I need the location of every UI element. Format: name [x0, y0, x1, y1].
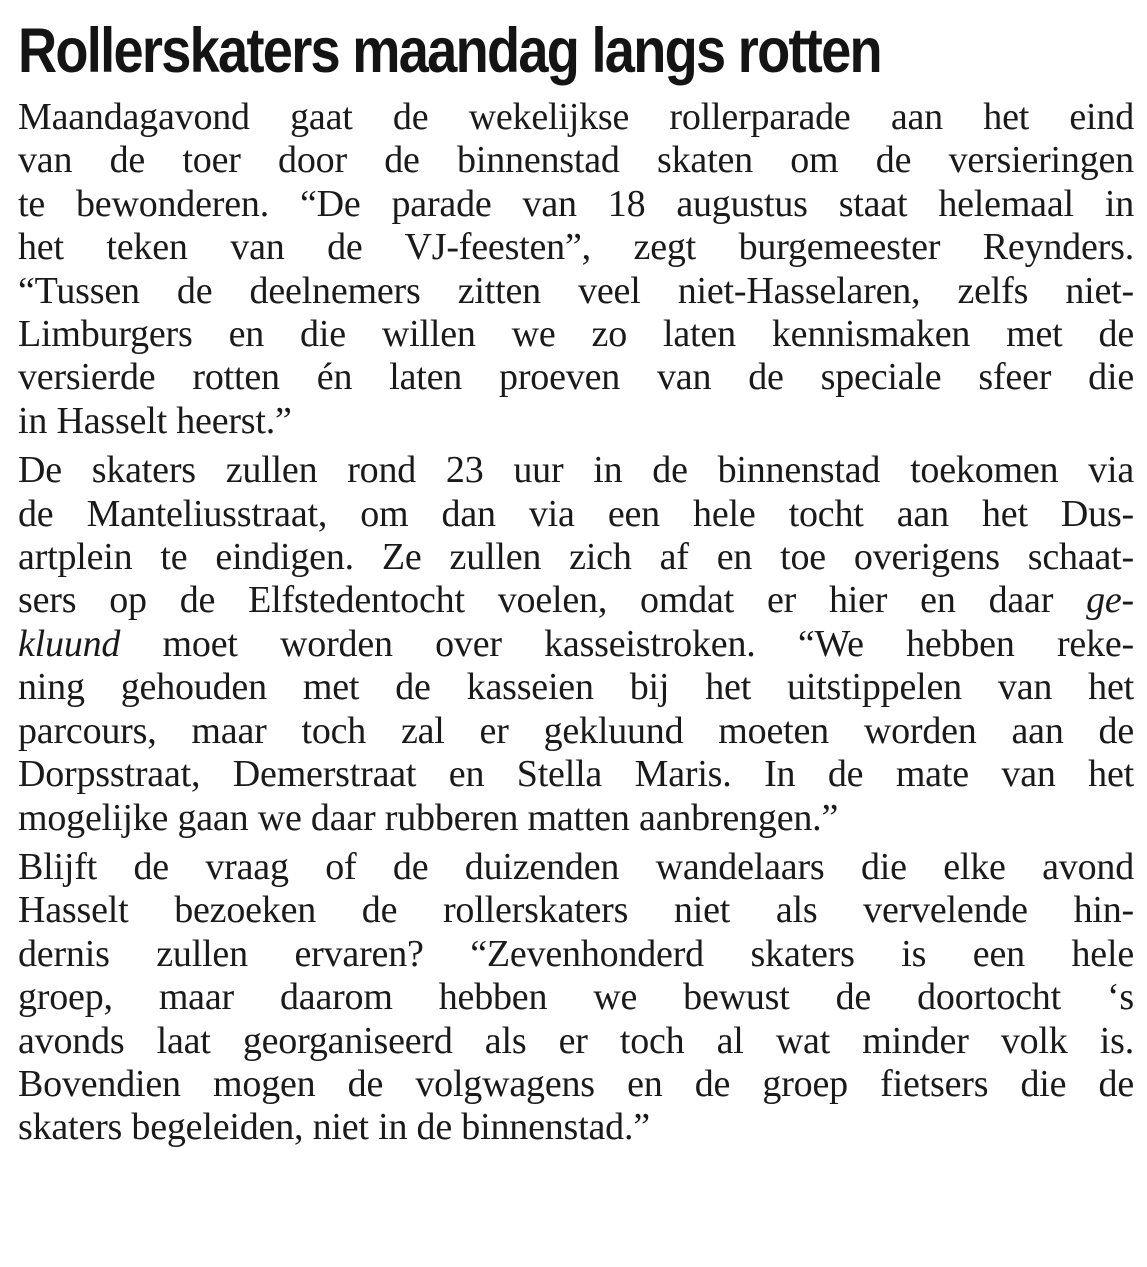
- text-run: ning gehouden met de kasseien bij het uitstippelen van het: [18, 666, 1134, 709]
- text-run: Bovendien mogen de volgwagens en de groep fietsers die de: [18, 1062, 1134, 1105]
- paragraph: [18, 846, 1134, 1150]
- text-run: Hasselt bezoeken de rollerskaters niet als vervelende hin-: [18, 889, 1134, 932]
- text-line: [18, 1106, 1134, 1149]
- text-run: van de toer door de binnenstad skaten om de versieringen: [18, 139, 1134, 182]
- article: [18, 14, 1134, 1156]
- text-run: in Hasselt heerst.”: [18, 399, 292, 442]
- text-line: [18, 579, 1134, 622]
- text-run: Blijft de vraag of de duizenden wandelaars die elke avond: [18, 845, 1134, 888]
- text-run: de Manteliusstraat, om dan via een hele tocht aan het Dus-: [18, 492, 1134, 535]
- text-line: [18, 1020, 1134, 1063]
- text-line: [18, 183, 1134, 226]
- text-line: [18, 536, 1134, 579]
- text-line: [18, 226, 1134, 269]
- text-run: te bewonderen. “De parade van 18 augustus staat helemaal in: [18, 182, 1134, 225]
- headline: Rollerskaters maandag langs rotten: [18, 16, 881, 86]
- text-line: [18, 96, 1134, 139]
- text-line: [18, 1063, 1134, 1106]
- text-line: [18, 753, 1134, 796]
- text-run: het teken van de VJ-feesten”, zegt burgemeester Reynders.: [18, 226, 1134, 269]
- paragraph: [18, 449, 1134, 840]
- text-run: skaters begeleiden, niet in de binnenstad.”: [18, 1106, 650, 1149]
- text-line: [18, 933, 1134, 976]
- text-run: Limburgers en die willen we zo laten kennismaken met de: [18, 313, 1134, 356]
- text-run: avonds laat georganiseerd als er toch al wat minder volk is.: [18, 1019, 1134, 1062]
- text-run: versierde rotten én laten proeven van de speciale sfeer die: [18, 356, 1134, 399]
- text-run: dernis zullen ervaren? “Zevenhonderd skaters is een hele: [18, 932, 1134, 975]
- text-line: [18, 400, 1134, 443]
- text-run: sers op de Elfstedentocht voelen, omdat er hier en daar: [18, 579, 1087, 622]
- text-line: [18, 666, 1134, 709]
- paragraph: [18, 96, 1134, 443]
- text-run: mogelijke gaan we daar rubberen matten aanbrengen.”: [18, 796, 839, 839]
- text-line: [18, 493, 1134, 536]
- text-line: [18, 710, 1134, 753]
- text-run: “Tussen de deelnemers zitten veel niet-Hasselaren, zelfs niet-: [18, 269, 1134, 312]
- text-line: [18, 356, 1134, 399]
- text-line: [18, 449, 1134, 492]
- text-line: [18, 797, 1134, 840]
- text-run: De skaters zullen rond 23 uur in de binnenstad toekomen via: [18, 449, 1134, 492]
- text-run: groep, maar daarom hebben we bewust de doortocht ‘s: [18, 976, 1134, 1019]
- article-body: [18, 96, 1134, 1150]
- text-line: [18, 889, 1134, 932]
- text-line: [18, 139, 1134, 182]
- text-run: Maandagavond gaat de wekelijkse rollerparade aan het eind: [18, 96, 1134, 138]
- text-run: Dorpsstraat, Demerstraat en Stella Maris. In de mate van het: [18, 753, 1134, 796]
- text-line: [18, 976, 1134, 1019]
- text-run: parcours, maar toch zal er gekluund moeten worden aan de: [18, 709, 1134, 752]
- italic-text: kluund: [18, 622, 121, 665]
- text-run: artplein te eindigen. Ze zullen zich af en toe overigens schaat-: [18, 536, 1134, 579]
- text-run: moet worden over kasseistroken. “We hebben reke-: [120, 622, 1134, 665]
- italic-text: ge-: [1086, 579, 1134, 622]
- text-line: [18, 313, 1134, 356]
- text-line: [18, 846, 1134, 889]
- text-line: [18, 623, 1134, 666]
- text-line: [18, 270, 1134, 313]
